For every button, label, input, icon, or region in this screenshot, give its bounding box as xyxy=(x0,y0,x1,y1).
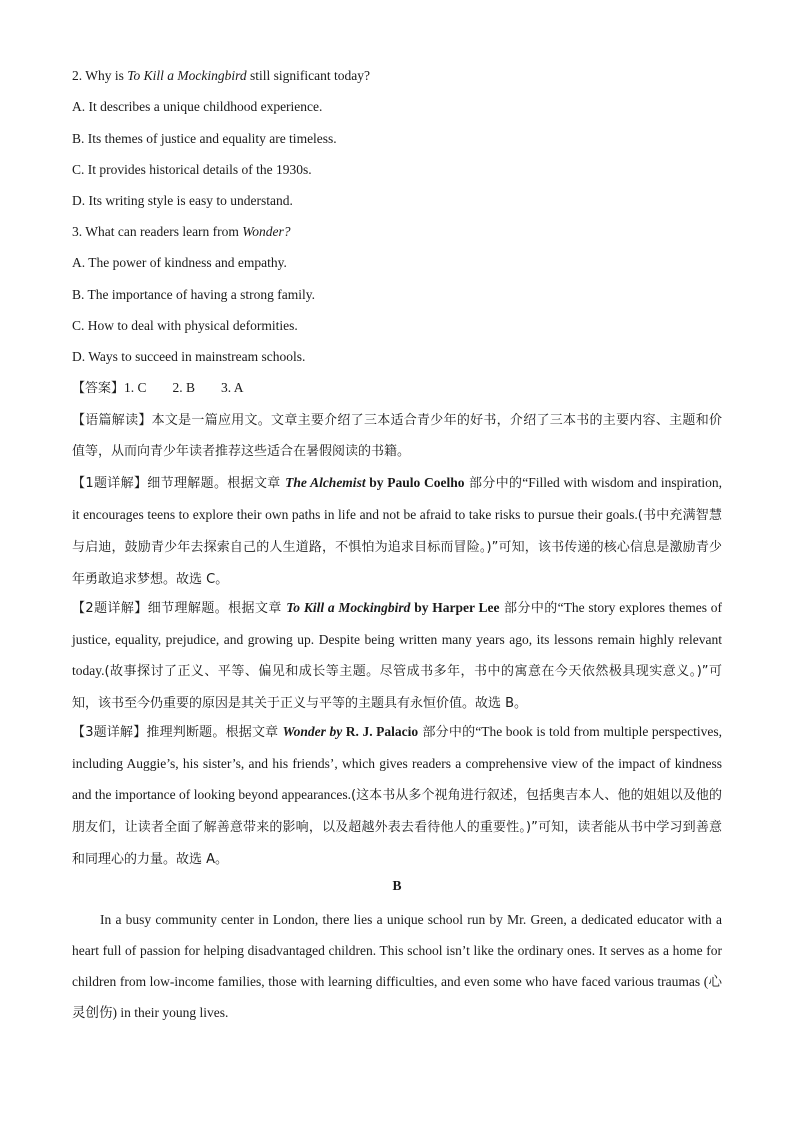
answer-3: 3. A xyxy=(221,380,244,395)
detail-2-after: 部分中的 xyxy=(499,601,558,616)
detail-3-translation: (这本书从多个视角进行叙述，包括奥吉本人、他的姐姐以及他的朋友们，让读者全面了解善意带来的影响，以及超越外表去看待他人的重要性。)”可知，读者能从书中学习到善意和同理心的力量。故选 A。 xyxy=(72,788,722,867)
question-3-option-a: A. The power of kindness and empathy. xyxy=(72,255,287,270)
question-3-option-d: D. Ways to succeed in mainstream schools. xyxy=(72,349,306,364)
detail-2-label: 【2题详解】 xyxy=(72,601,148,616)
question-2-prefix: 2. Why is xyxy=(72,68,128,83)
detail-2-translation: (故事探讨了正义、平等、偏见和成长等主题。尽管成书多年，书中的寓意在今天依然极具现实意义。)”可知，该书至今仍重要的原因是其关于正义与平等的主题具有永恒价值。故选 B。 xyxy=(72,664,722,711)
question-2-book-title: To Kill a Mockingbird xyxy=(127,68,247,83)
answer-label: 【答案】 xyxy=(72,381,125,396)
detail-3-author: R. J. Palacio xyxy=(342,724,419,739)
detail-2-author: by Harper Lee xyxy=(410,600,500,615)
detail-3-after: 部分中的 xyxy=(418,725,476,740)
answer-2: 2. B xyxy=(172,380,196,395)
detail-3-book-title: Wonder by xyxy=(282,724,343,739)
detail-3-intro: 推理判断题。根据文章 xyxy=(146,725,283,740)
question-3-book-title: Wonder? xyxy=(242,224,291,239)
question-2-option-b: B. Its themes of justice and equality are timeless. xyxy=(72,131,337,146)
passage-analysis xyxy=(72,405,722,467)
detail-1-translation: (书中充满智慧与启迪，鼓励青少年去探索自己的人生道路，不惧怕为追求目标而冒险。)”可知，该书传递的核心信息是激励青少年勇敢追求梦想。故选 C。 xyxy=(72,508,722,587)
detail-1-label: 【1题详解】 xyxy=(72,476,148,491)
detail-3-label: 【3题详解】 xyxy=(72,725,147,740)
answer-1: 1. C xyxy=(124,380,147,395)
detail-1-book-title: The Alchemist xyxy=(285,475,366,490)
question-2-option-a: A. It describes a unique childhood experience. xyxy=(72,99,323,114)
detail-3 xyxy=(72,716,722,875)
passage-analysis-label: 【语篇解读】 xyxy=(72,413,152,428)
detail-1-intro: 细节理解题。根据文章 xyxy=(147,476,286,491)
section-b-paragraph: In a busy community center in London, there lies a unique school run by Mr. Green, a dedicated educator with a heart full of passion for helping disadvantaged children. This school isn’t like the ordinary ones. It serves as a home for children from low-income families, those with learning difficulties, and even some who have faced various traumas (心灵创伤) in their young lives. xyxy=(72,912,722,1020)
detail-2 xyxy=(72,592,722,719)
question-3-prefix: 3. What can readers learn from xyxy=(72,224,243,239)
detail-2-intro: 细节理解题。根据文章 xyxy=(147,601,287,616)
question-2-option-d: D. Its writing style is easy to understand. xyxy=(72,193,293,208)
detail-2-book-title: To Kill a Mockingbird xyxy=(286,600,411,615)
question-3 xyxy=(72,223,722,241)
question-3-option-c: C. How to deal with physical deformities. xyxy=(72,318,298,333)
question-3-option-b: B. The importance of having a strong family. xyxy=(72,287,315,302)
passage-analysis-text: 本文是一篇应用文。文章主要介绍了三本适合青少年的好书，介绍了三本书的主要内容、主题和价值等，从而向青少年读者推荐这些适合在暑假阅读的书籍。 xyxy=(72,413,722,459)
section-b-heading: B xyxy=(392,878,402,893)
detail-1 xyxy=(72,467,722,595)
detail-1-after: 部分中的 xyxy=(464,476,523,491)
detail-1-author: by Paulo Coelho xyxy=(365,475,465,490)
question-2-option-c: C. It provides historical details of the 1930s. xyxy=(72,162,312,177)
question-2-suffix: still significant today? xyxy=(246,68,371,83)
detail-2-quote: “The story explores themes of justice, equality, prejudice, and growing up. Despite being written many years ago, its lessons remain highly relevant today. xyxy=(72,600,722,678)
detail-3-quote: “The book is told from multiple perspectives, including Auggie’s, his sister’s, and his friends’, which gives readers a comprehensive view of the impact of kindness and the importance of looking beyond appearances. xyxy=(72,724,722,802)
question-2 xyxy=(72,67,722,85)
detail-1-quote: “Filled with wisdom and inspiration, it encourages teens to explore their own paths in life and not be afraid to take risks to pursue their goals. xyxy=(72,475,722,522)
answer-line xyxy=(72,379,722,398)
